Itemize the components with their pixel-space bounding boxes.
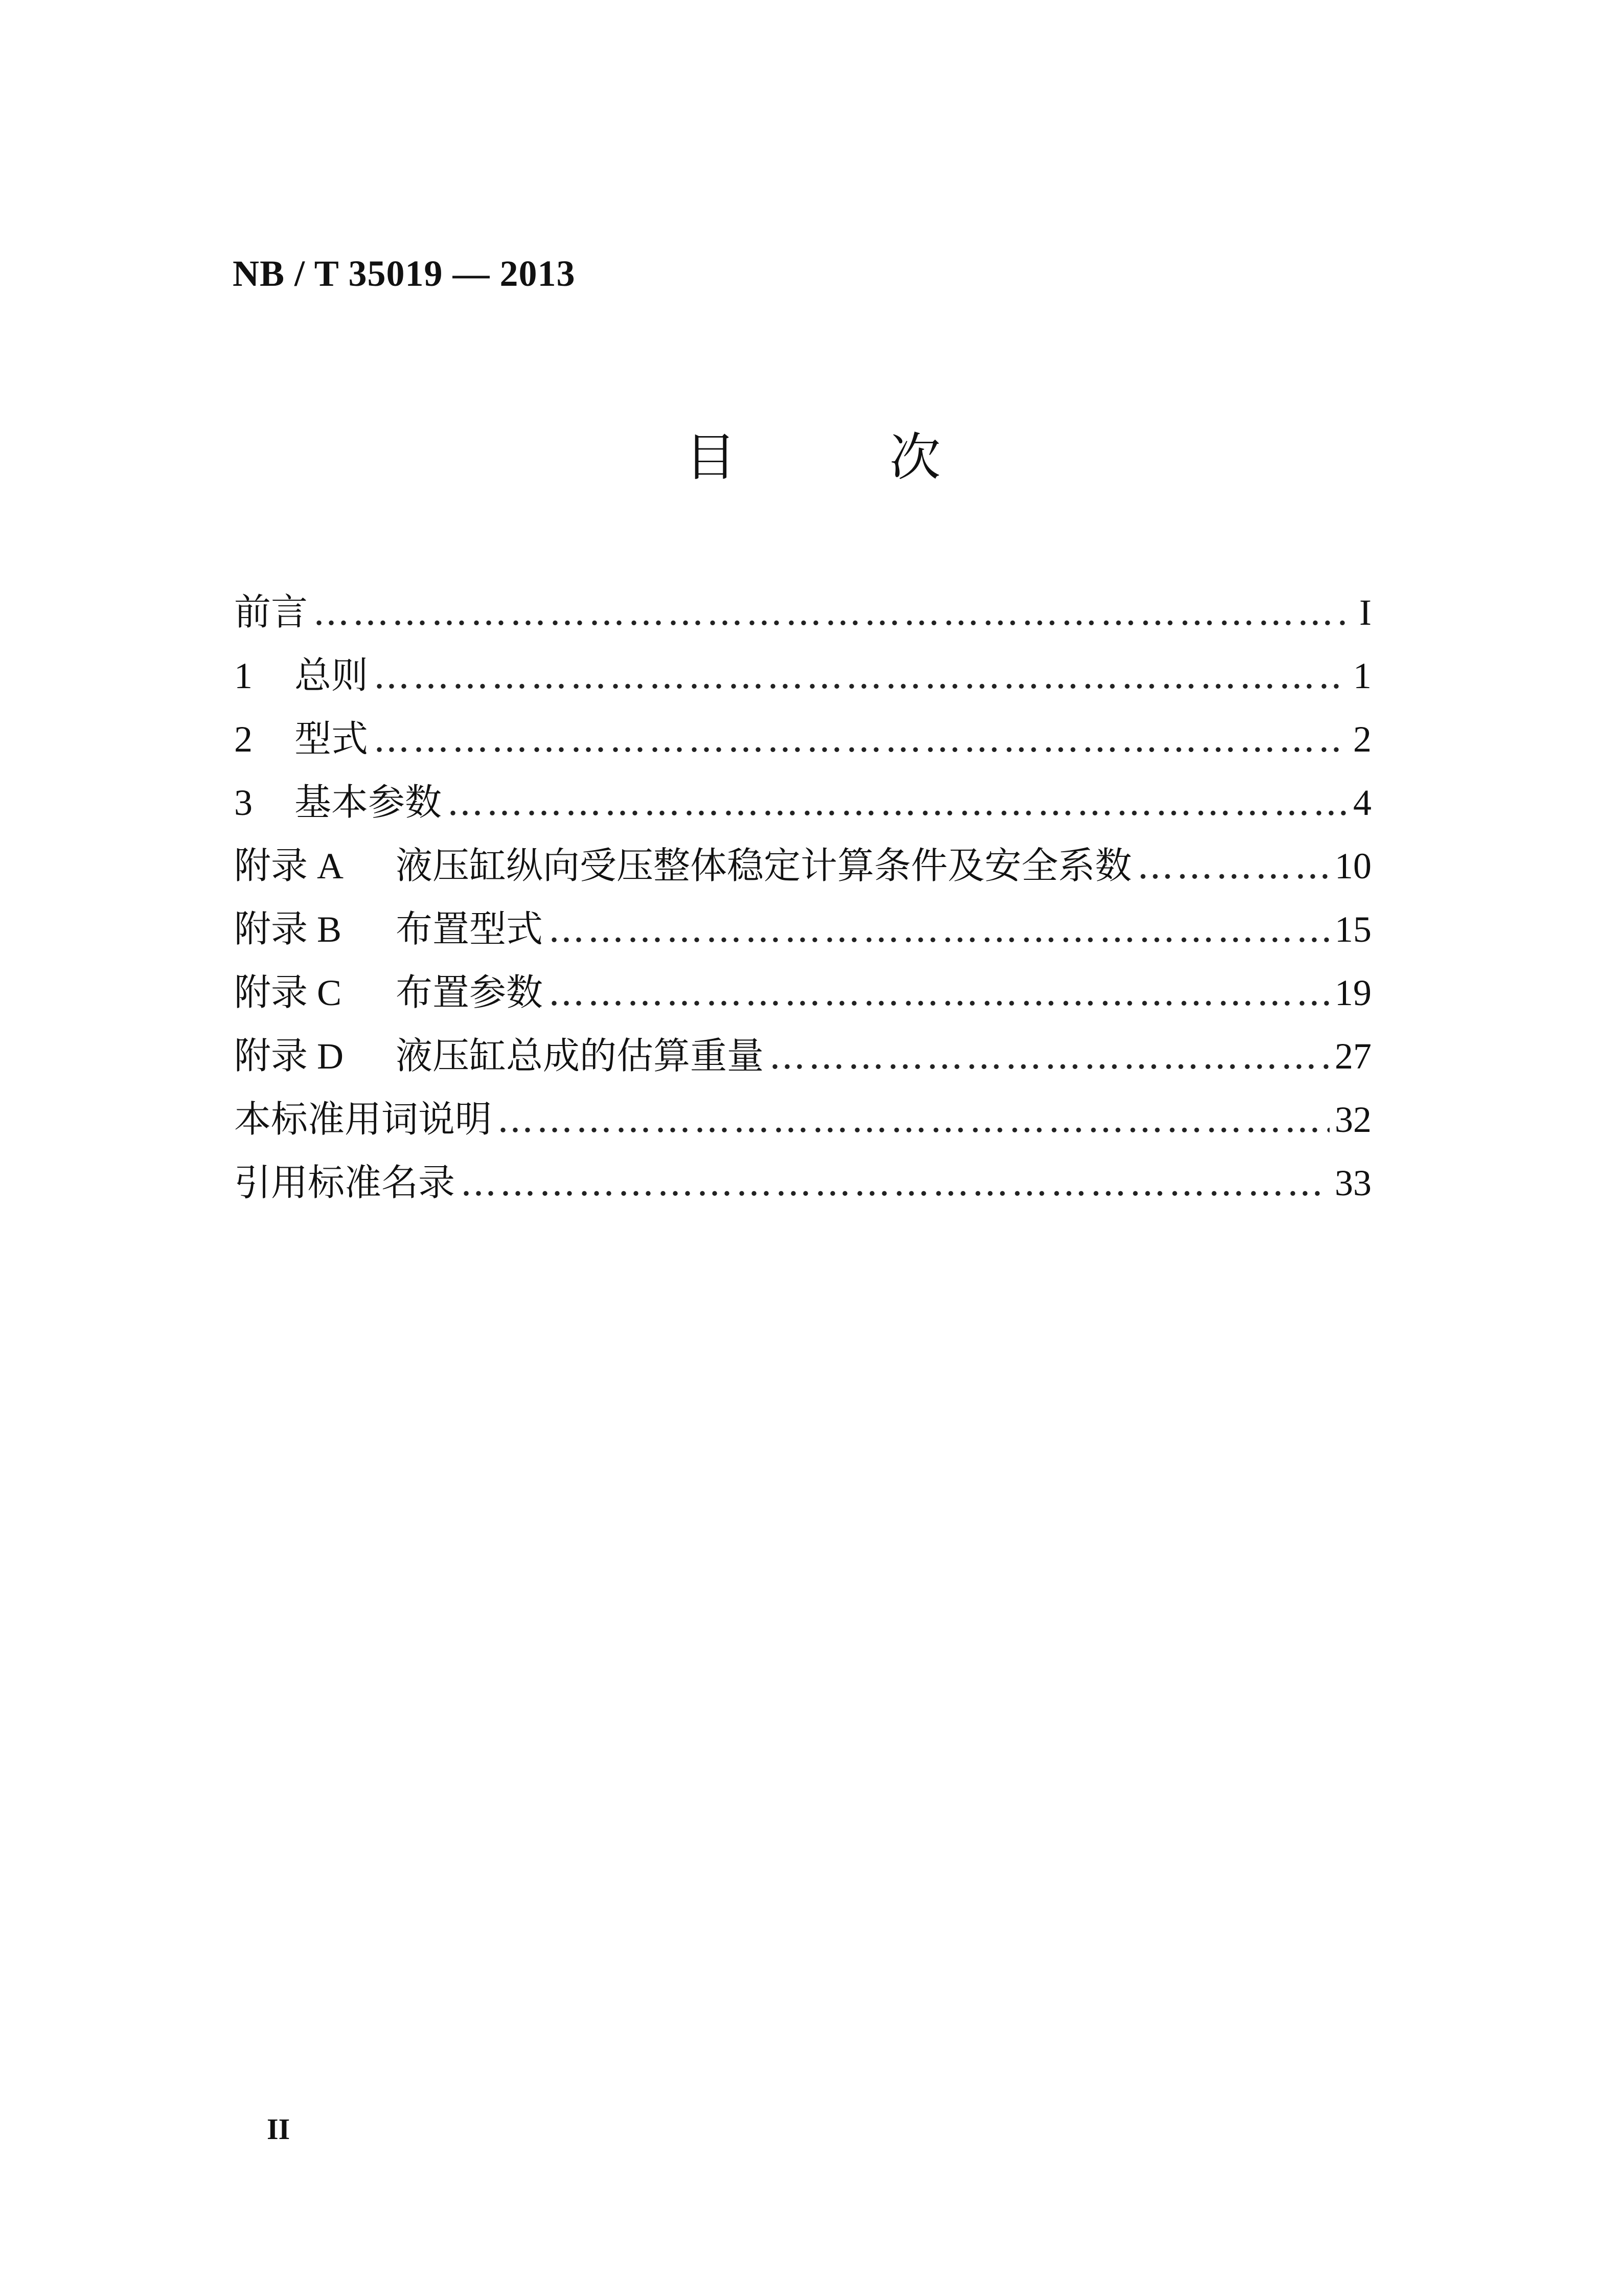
toc-leader-dots: [548, 961, 1330, 1024]
toc-leader-dots: [373, 707, 1346, 770]
page-number: II: [267, 2112, 290, 2146]
toc-entry-label: [234, 770, 442, 834]
toc-leader-dots: [769, 1024, 1330, 1087]
toc-entry-text: 本标准用词说明: [234, 1098, 492, 1141]
toc-leader-dots: [373, 644, 1346, 707]
toc-entry-appendix-d[interactable]: [234, 1024, 1372, 1087]
toc-entry-label: [234, 834, 1132, 898]
toc-entry-appendix-label: 附录 A: [234, 846, 344, 886]
toc-entry-page: 1: [1353, 655, 1372, 696]
toc-entry-label: [234, 580, 308, 644]
toc-title-char: 目: [685, 427, 736, 487]
toc-entry-normative-references[interactable]: [234, 1151, 1372, 1214]
toc-entry-page: 15: [1335, 909, 1372, 950]
toc-entry-label: [234, 897, 543, 961]
toc-entry-label: [234, 707, 368, 771]
toc-entry-appendix-label: 附录 D: [234, 1036, 344, 1077]
toc-leader-dots: [548, 897, 1330, 961]
toc-entry-text: 前言: [234, 590, 308, 633]
toc-title-char: 次: [889, 427, 941, 487]
toc-entry-number: 3: [234, 782, 253, 823]
toc-entry-page: 32: [1335, 1099, 1372, 1140]
toc-entry-page: I: [1359, 592, 1372, 633]
toc-entry-appendix-a[interactable]: [234, 834, 1372, 897]
toc-entry-appendix-b[interactable]: [234, 897, 1372, 961]
toc-entry-label: [234, 1087, 492, 1151]
toc-entry-text: 型式: [294, 717, 369, 760]
toc-entry-types[interactable]: [234, 707, 1372, 770]
toc-entry-page: 19: [1335, 972, 1372, 1013]
toc-entry-wording-explanation[interactable]: [234, 1087, 1372, 1151]
toc-entry-text: 液压缸总成的估算重量: [396, 1034, 764, 1077]
toc-entry-text: 布置型式: [396, 907, 543, 950]
toc-entry-page: 27: [1335, 1036, 1372, 1077]
toc-title: [685, 424, 941, 491]
toc-entry-preface[interactable]: [234, 580, 1372, 644]
toc-entry-appendix-c[interactable]: [234, 961, 1372, 1024]
toc-entry-text: 基本参数: [294, 781, 442, 824]
standard-number: NB / T 35019 — 2013: [233, 253, 576, 294]
toc-entry-page: 10: [1335, 846, 1372, 886]
toc-entry-text: 布置参数: [396, 971, 543, 1014]
toc-entry-text: 总则: [294, 654, 369, 697]
toc-entry-label: [234, 961, 543, 1025]
toc-leader-dots: [1137, 834, 1330, 897]
toc-entry-label: [234, 1151, 455, 1214]
toc-entry-label: [234, 1024, 764, 1088]
toc-entry-page: 4: [1353, 782, 1372, 823]
toc-entry-number: 2: [234, 719, 253, 760]
toc-entry-basic-parameters[interactable]: [234, 770, 1372, 834]
toc-leader-dots: [460, 1151, 1330, 1214]
toc-entry-appendix-label: 附录 B: [234, 909, 342, 950]
toc-entry-text: 液压缸纵向受压整体稳定计算条件及安全系数: [396, 844, 1132, 887]
toc-entry-general[interactable]: [234, 644, 1372, 707]
toc-entry-label: [234, 644, 368, 708]
toc-entry-appendix-label: 附录 C: [234, 972, 342, 1013]
toc-leader-dots: [497, 1087, 1330, 1151]
table-of-contents: [234, 580, 1372, 1214]
toc-entry-text: 引用标准名录: [234, 1161, 455, 1204]
toc-entry-number: 1: [234, 655, 253, 696]
toc-entry-page: 2: [1353, 719, 1372, 760]
toc-leader-dots: [313, 580, 1346, 644]
toc-entry-page: 33: [1335, 1163, 1372, 1203]
toc-leader-dots: [447, 770, 1346, 834]
